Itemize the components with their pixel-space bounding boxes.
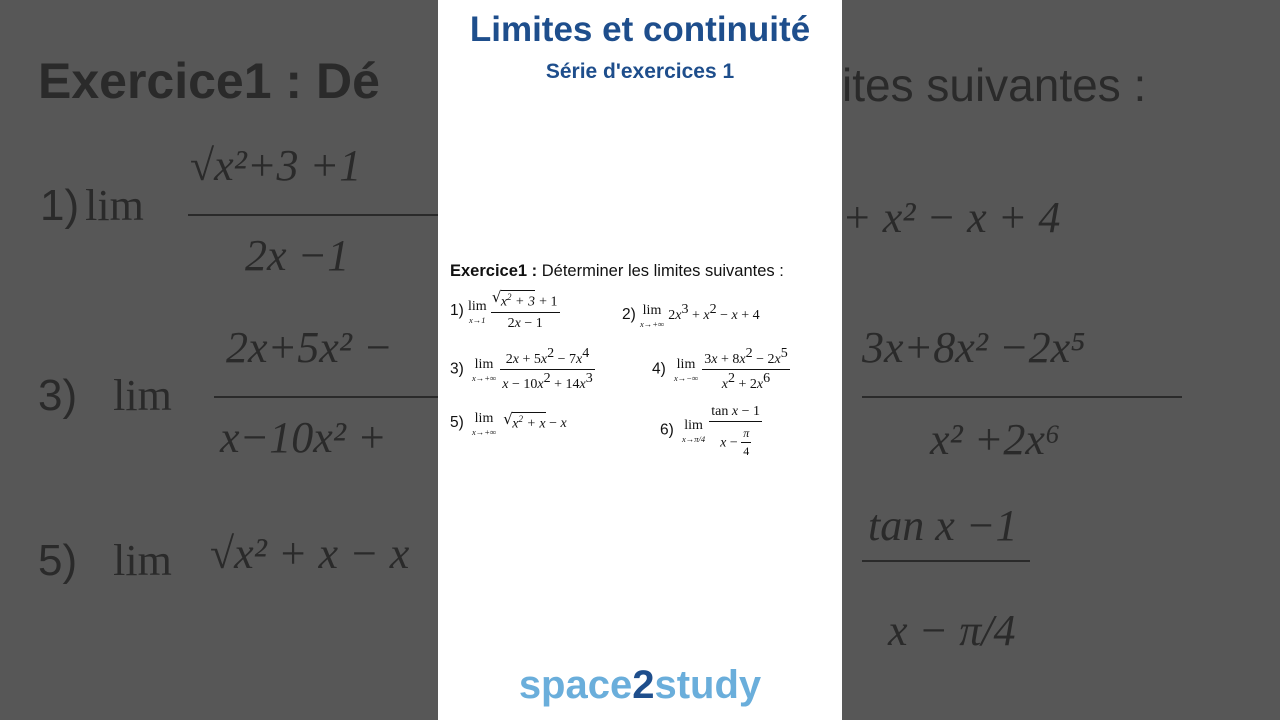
- item-number: 2): [622, 306, 636, 324]
- limit-operator: lim x→+∞: [639, 303, 665, 329]
- exercise-heading: [450, 262, 784, 281]
- worksheet-panel: [438, 0, 842, 720]
- item-number: 1): [450, 301, 464, 319]
- limit-operator: lim x→π/4: [681, 418, 706, 445]
- background-item-5: 5) lim: [38, 536, 172, 585]
- exercise-item-1: [450, 290, 560, 332]
- page-subtitle: Série d'exercices 1: [545, 60, 735, 83]
- brand-logo: space2study: [518, 663, 762, 707]
- exercise-item-2: 2) lim x→+∞ $2x^3 + x^2 - x + 4$: [622, 302, 760, 329]
- exercise-item-4: [652, 346, 790, 393]
- background-item-1-expr: √x²+3 +1: [190, 141, 362, 190]
- exercise-label: Exercice1 :: [450, 262, 538, 280]
- background-heading: Exercice1 : Dé: [38, 53, 380, 109]
- fraction: $\frac{3x + 8x^2 - 2x^5}{x^2 + 2x^6}$: [704, 346, 788, 392]
- exercise-item-5: 5) lim x→+∞ √ $x^2 + x - x$: [450, 410, 567, 437]
- background-item-1-den: 2x −1: [245, 231, 350, 280]
- limit-operator: lim x→+∞: [471, 411, 497, 437]
- background-item-2-expr: + x² − x + 4: [842, 193, 1061, 242]
- background-fraction-bar-1: [188, 214, 438, 216]
- item-number: 4): [652, 360, 666, 378]
- square-root: √ $x^2 + x$: [512, 412, 545, 433]
- limit-operator: lim x→−∞: [673, 357, 699, 384]
- exercise-item-3: [450, 346, 595, 393]
- background-item-4-den: x² +2x⁶: [930, 415, 1061, 464]
- page-title: Limites et continuité: [469, 10, 811, 49]
- fraction: $\frac{2x + 5x^2 - 7x^4}{x - 10x^2 + 14x^3}$: [502, 346, 593, 392]
- background-fraction-bar-6: [862, 560, 1030, 562]
- background-item-6-num: tan x −1: [868, 501, 1018, 550]
- item-number: 6): [660, 421, 674, 439]
- background-item-6-den: x − π/4: [888, 606, 1016, 655]
- item-number: 5): [450, 414, 464, 432]
- background-item-3: 3) lim: [38, 371, 172, 420]
- exercise-item-6: [660, 402, 762, 459]
- background-fraction-bar-4: [862, 396, 1182, 398]
- background-fraction-bar-3: [214, 396, 438, 398]
- item-number: 3): [450, 360, 464, 378]
- background-item-1: 1) lim: [40, 181, 144, 230]
- exercise-instruction: Déterminer les limites suivantes :: [541, 262, 784, 280]
- background-item-5-expr: √x² + x − x: [210, 529, 410, 578]
- limit-operator: lim x→1: [467, 298, 487, 325]
- background-item-3-den: x−10x² +: [220, 413, 387, 462]
- background-heading-tail: ites suivantes :: [842, 59, 1147, 111]
- background-item-3-num: 2x+5x² −: [226, 323, 393, 372]
- limit-operator: lim x→+∞: [471, 357, 497, 384]
- background-item-4-num: 3x+8x² −2x⁵: [862, 323, 1086, 372]
- fraction: tan x − 1 x − $\frac{\pi}{4}$: [711, 404, 761, 458]
- fraction: √ $\frac{x^2 + 3 + 1}{2x - 1}$: [491, 290, 560, 332]
